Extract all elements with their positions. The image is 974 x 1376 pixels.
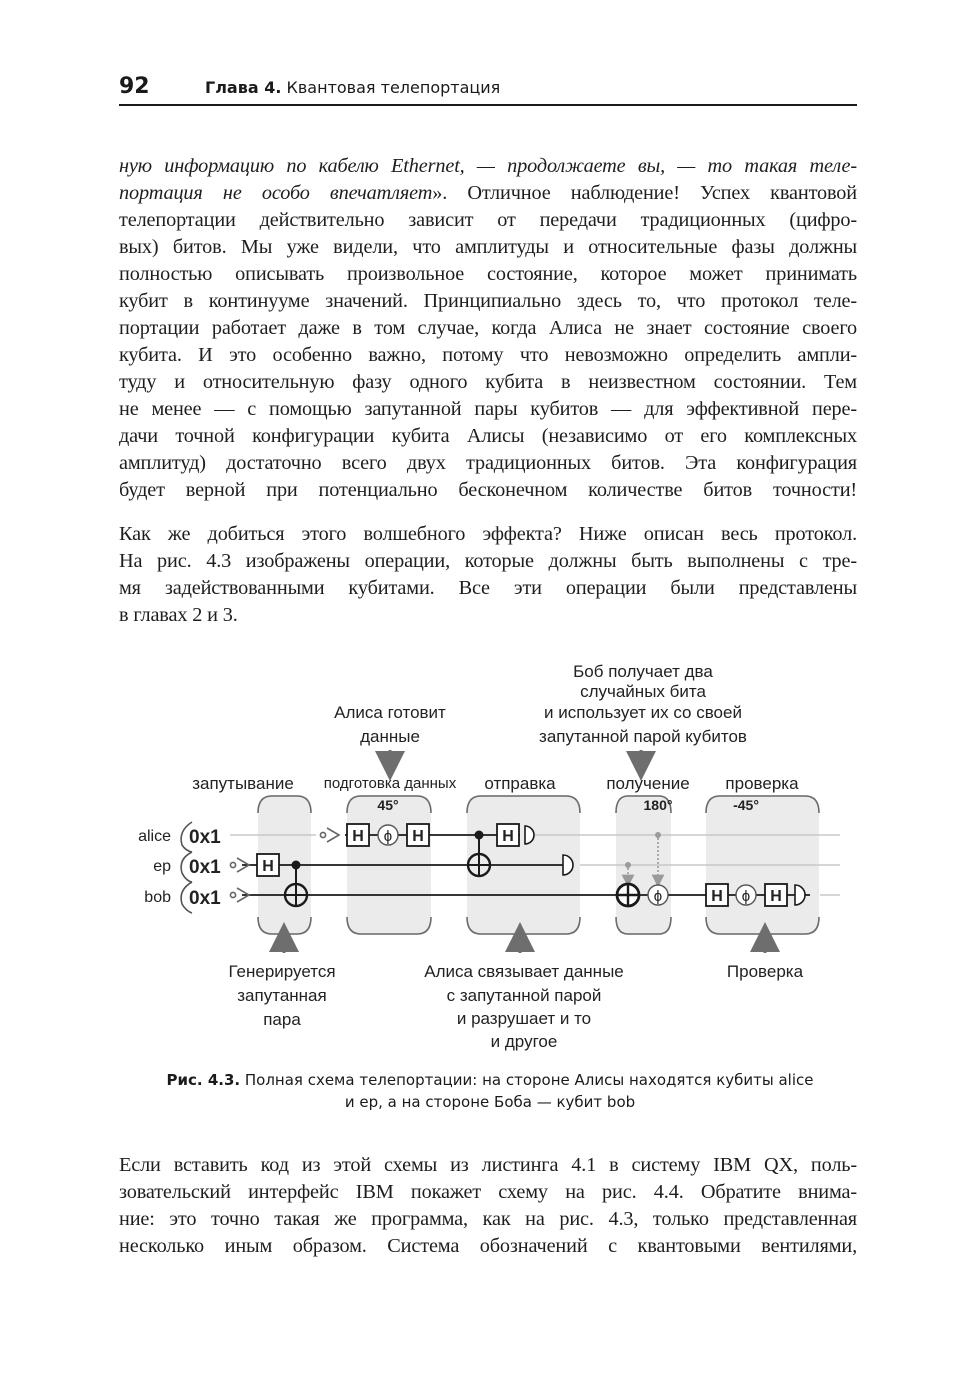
text-span: ». Отличное наблюдение! Успех квантовой xyxy=(432,182,857,204)
text-line: вых) битов. Мы уже видели, что амплитуды и относительные фазы должны xyxy=(119,236,857,258)
text-line: несколько иным образом. Система обозначений с квантовыми вентилями, xyxy=(119,1235,857,1257)
text-line: мя задействованными кубитами. Все эти операции были представлены xyxy=(119,577,857,599)
qubit-name-alice: alice xyxy=(138,828,171,845)
svg-text:H: H xyxy=(262,858,274,875)
svg-text:пара: пара xyxy=(263,1010,301,1029)
hadamard-gate-icon xyxy=(765,884,787,906)
svg-text:H: H xyxy=(711,888,723,905)
annotation-entangled-pair xyxy=(228,962,335,1029)
annotation-bob-receives xyxy=(539,662,747,766)
figure-caption xyxy=(120,1069,860,1113)
qubit-value-alice: 0x1 xyxy=(189,827,221,848)
text-line: кубит в континууме значений. Принципиально здесь то, что протокол теле- xyxy=(119,290,857,312)
stage-label-entangle: запутывание xyxy=(192,774,294,793)
stage-angle-verify: -45° xyxy=(733,797,759,813)
paragraph-3 xyxy=(119,1152,857,1260)
qubit-value-bob: 0x1 xyxy=(189,888,221,909)
text-line: ние: это точно такая же программа, как на рис. 4.3, только представленная xyxy=(119,1208,857,1230)
caption-line-2: и ep, а на стороне Боба — кубит bob xyxy=(344,1093,636,1111)
text-line: кубита. И это особенно важно, потому что невозможно определить ампли- xyxy=(119,344,857,366)
text-line: в главах 2 и 3. xyxy=(119,604,238,626)
text-line: На рис. 4.3 изображены операции, которые должны быть выполнены с тре- xyxy=(119,550,857,572)
svg-text:данные: данные xyxy=(360,727,420,746)
svg-text:и использует их со своей: и использует их со своей xyxy=(544,703,742,722)
text-line: зовательский интерфейс IBM покажет схему на рис. 4.4. Обратите внима- xyxy=(119,1181,857,1203)
svg-text:Генерируется: Генерируется xyxy=(228,962,336,981)
italic-text: ную информацию по кабелю Ethernet, — продолжаете вы, — то такая теле- xyxy=(119,155,857,177)
hadamard-gate-icon xyxy=(497,824,519,846)
text-line: будет верной при потенциально бесконечном количестве битов точности! xyxy=(119,479,857,501)
chapter-name: Квантовая телепортация xyxy=(286,78,501,97)
paragraph-1 xyxy=(119,153,857,504)
svg-text:Боб получает два: Боб получает два xyxy=(573,662,713,681)
svg-text:и разрушает и то: и разрушает и то xyxy=(456,1009,592,1028)
text-line: амплитуд) достаточно всего двух традиционных битов. Эта конфигурация xyxy=(119,452,857,474)
stage-angle-receive: 180° xyxy=(643,797,673,813)
caption-label: Рис. 4.3. xyxy=(166,1071,241,1089)
phase-gate-icon xyxy=(378,825,398,845)
text-line xyxy=(119,153,857,180)
svg-text:H: H xyxy=(502,828,514,845)
svg-text:случайных бита: случайных бита xyxy=(580,682,706,701)
annotation-alice-entangles xyxy=(424,962,624,1051)
text-line: портации работает даже в том случае, когда Алиса не знает состояние своего xyxy=(119,317,857,339)
svg-text:H: H xyxy=(352,828,364,845)
qubit-name-bob: bob xyxy=(144,889,171,906)
stage-angle-prepare: 45° xyxy=(377,797,399,813)
stage-label-prepare: подготовка данных xyxy=(323,775,457,792)
caption-text: Полная схема телепортации: на стороне Алисы находятся кубиты alice xyxy=(244,1071,814,1089)
qubit-name-ep: ep xyxy=(153,858,171,875)
svg-text:и другое: и другое xyxy=(490,1032,558,1051)
caption-line-1 xyxy=(120,1069,860,1091)
svg-text:Проверка: Проверка xyxy=(726,962,804,981)
page-number: 92 xyxy=(119,74,150,99)
annotation-verification xyxy=(727,962,804,981)
x-gate-icon xyxy=(617,884,639,906)
hadamard-gate-icon xyxy=(257,854,279,876)
chapter-label: Глава 4. xyxy=(205,78,282,97)
text-line: Если вставить код из этой схемы из листинга 4.1 в систему IBM QX, поль- xyxy=(119,1154,857,1176)
text-line xyxy=(119,180,857,207)
svg-text:H: H xyxy=(412,828,424,845)
phase-gate-icon xyxy=(736,885,756,905)
paragraph-2 xyxy=(119,521,857,629)
stage-label-send: отправка xyxy=(484,774,556,793)
hadamard-gate-icon xyxy=(706,884,728,906)
phase-gate-icon xyxy=(648,885,668,905)
svg-text:H: H xyxy=(770,888,782,905)
running-head xyxy=(119,72,857,106)
text-line: туду и относительную фазу одного кубита в неизвестном состоянии. Тем xyxy=(119,371,857,393)
stage-label-verify: проверка xyxy=(725,774,799,793)
svg-text:ϕ: ϕ xyxy=(383,828,393,845)
text-line: телепортации действительно зависит от передачи традиционных (цифро- xyxy=(119,209,857,231)
hadamard-gate-icon xyxy=(347,824,369,846)
italic-text: портация не особо впечатляет xyxy=(119,182,433,204)
teleportation-circuit-figure xyxy=(120,655,860,1055)
text-line: полностью описывать произвольное состояние, которое может принимать xyxy=(119,263,857,285)
hadamard-gate-icon xyxy=(407,824,429,846)
qubit-value-ep: 0x1 xyxy=(189,857,221,878)
svg-text:Алиса связывает данные: Алиса связывает данные xyxy=(424,962,624,981)
chapter-title xyxy=(205,78,500,97)
svg-text:ϕ: ϕ xyxy=(741,888,751,905)
text-line: не менее — с помощью запутанной пары кубитов — для эффективной пере- xyxy=(119,398,857,420)
svg-text:ϕ: ϕ xyxy=(653,888,663,905)
stage-label-receive: получение xyxy=(606,774,690,793)
qubit-register xyxy=(138,822,221,913)
text-line: дачи точной конфигурации кубита Алисы (независимо от его комплексных xyxy=(119,425,857,447)
svg-text:запутанной парой кубитов: запутанной парой кубитов xyxy=(539,727,747,746)
svg-text:с запутанной парой: с запутанной парой xyxy=(446,986,602,1005)
svg-text:запутанная: запутанная xyxy=(237,986,327,1005)
annotation-alice-prepares xyxy=(334,703,446,766)
svg-text:Алиса готовит: Алиса готовит xyxy=(334,703,446,722)
text-line: Как же добиться этого волшебного эффекта? Ниже описан весь протокол. xyxy=(119,523,857,545)
